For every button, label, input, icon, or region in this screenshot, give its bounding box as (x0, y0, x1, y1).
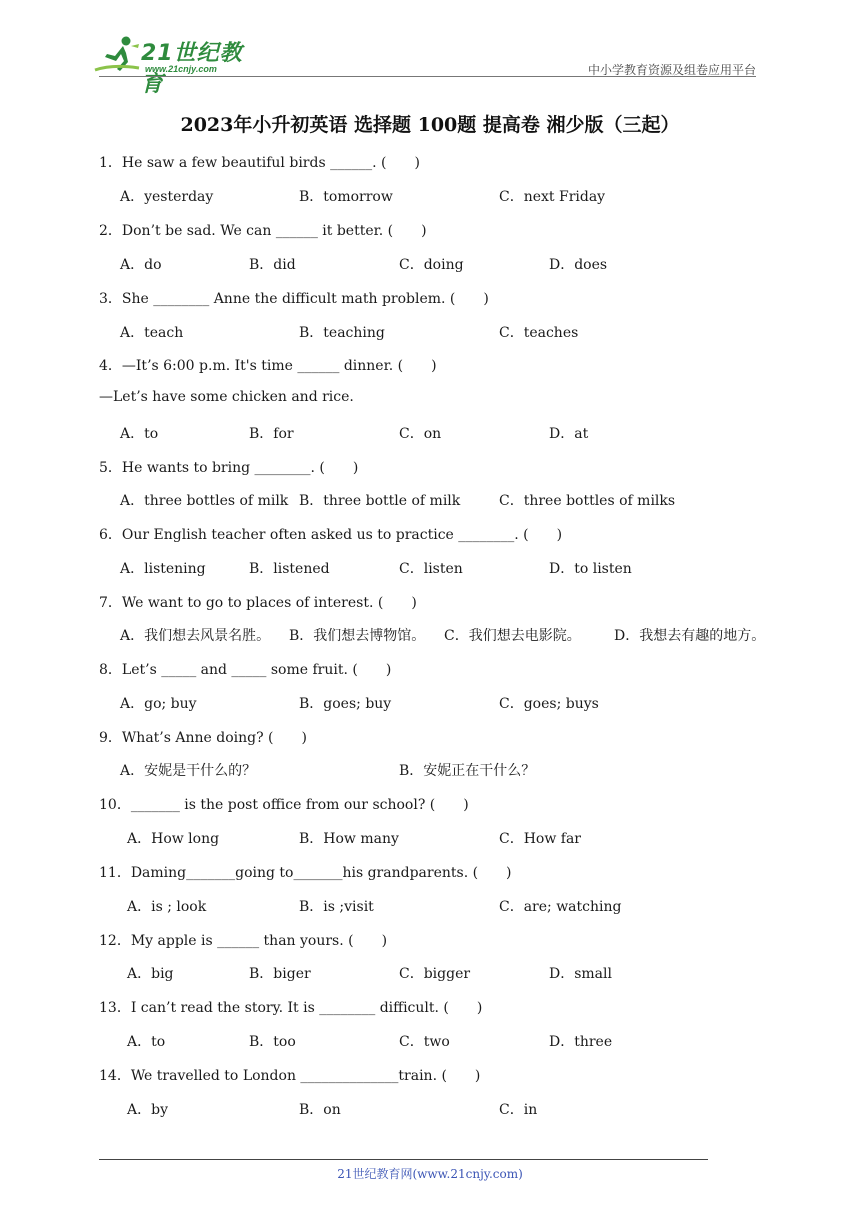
question-5-option-c[interactable]: C．three bottles of milks (499, 493, 676, 509)
question-14-option-b[interactable]: B．on (299, 1102, 341, 1118)
question-11-option-c[interactable]: C．are; watching (499, 899, 622, 915)
question-12-stem: 12．My apple is ______ than yours. ( ) (99, 933, 388, 949)
question-2-option-b[interactable]: B．did (249, 257, 296, 273)
question-1-stem: 1．He saw a few beautiful birds ______. ( ) (99, 155, 420, 171)
question-4-option-a[interactable]: A．to (120, 426, 159, 442)
logo-url-text: www.21cnjy.com (145, 64, 217, 74)
question-3-option-a[interactable]: A．teach (120, 325, 184, 341)
question-13-option-c[interactable]: C．two (399, 1034, 450, 1050)
question-12-option-d[interactable]: D．small (549, 966, 612, 982)
question-9-option-a[interactable]: A．安妮是干什么的？ (120, 763, 257, 779)
question-10-option-c[interactable]: C．How far (499, 831, 582, 847)
question-4-stem: 4．—It’s 6:00 p.m. It's time ______ dinner. ( ) (99, 358, 437, 374)
question-1-option-c[interactable]: C．next Friday (499, 189, 606, 205)
question-9-option-b[interactable]: B．安妮正在干什么？ (399, 763, 536, 779)
question-13-stem: 13．I can’t read the story. It is ________ difficult. ( ) (99, 1000, 483, 1016)
question-11-option-b[interactable]: B．is ;visit (299, 899, 374, 915)
question-8-option-b[interactable]: B．goes; buy (299, 696, 392, 712)
question-2-option-a[interactable]: A．do (120, 257, 162, 273)
page-header (0, 0, 860, 97)
question-2-stem: 2．Don’t be sad. We can ______ it better. ( ) (99, 223, 427, 239)
site-logo[interactable] (93, 34, 263, 97)
question-10-option-a[interactable]: A．How long (127, 831, 220, 847)
question-8-option-c[interactable]: C．goes; buys (499, 696, 599, 712)
logo-brand-text: 21世纪教育 (141, 41, 243, 97)
question-14-option-c[interactable]: C．in (499, 1102, 538, 1118)
question-8-stem: 8．Let’s _____ and _____ some fruit. ( ) (99, 662, 392, 678)
question-6-option-d[interactable]: D．to listen (549, 561, 632, 577)
question-14-option-a[interactable]: A．by (127, 1102, 168, 1118)
question-12-option-b[interactable]: B．biger (249, 966, 311, 982)
question-11-option-a[interactable]: A．is ; look (127, 899, 207, 915)
question-10-stem: 10．_______ is the post office from our school? ( ) (99, 797, 469, 813)
question-12-option-c[interactable]: C．bigger (399, 966, 471, 982)
question-1-option-b[interactable]: B．tomorrow (299, 189, 393, 205)
question-7-stem: 7．We want to go to places of interest. ( ) (99, 595, 417, 611)
header-divider (99, 76, 756, 77)
question-10-option-b[interactable]: B．How many (299, 831, 399, 847)
question-3-option-b[interactable]: B．teaching (299, 325, 385, 341)
question-14-stem: 14．We travelled to London ______________train. ( ) (99, 1068, 481, 1084)
question-13-option-d[interactable]: D．three (549, 1034, 613, 1050)
runner-logo-icon (93, 34, 143, 76)
question-2-option-d[interactable]: D．does (549, 257, 608, 273)
footer-divider (99, 1159, 708, 1160)
question-6-stem: 6．Our English teacher often asked us to practice ________. ( ) (99, 527, 563, 543)
question-7-option-b[interactable]: B．我们想去博物馆。 (289, 628, 426, 644)
question-7-option-d[interactable]: D．我想去有趣的地方。 (614, 628, 766, 644)
question-3-stem: 3．She ________ Anne the difficult math problem. ( ) (99, 291, 489, 307)
question-5-option-a[interactable]: A．three bottles of milk (120, 493, 289, 509)
question-5-option-b[interactable]: B．three bottle of milk (299, 493, 461, 509)
question-9-stem: 9．What’s Anne doing? ( ) (99, 730, 307, 746)
page-title: 2023年小升初英语 选择题 100题 提高卷 湘少版（三起） (180, 114, 680, 136)
question-4-stem-line-2: —Let’s have some chicken and rice. (99, 389, 354, 405)
header-tagline: 中小学教育资源及组卷应用平台 (587, 63, 756, 77)
question-7-option-c[interactable]: C．我们想去电影院。 (444, 628, 581, 644)
question-6-option-a[interactable]: A．listening (120, 561, 206, 577)
question-7-option-a[interactable]: A．我们想去风景名胜。 (120, 628, 271, 644)
question-2-option-c[interactable]: C．doing (399, 257, 464, 273)
question-6-option-b[interactable]: B．listened (249, 561, 330, 577)
question-1-option-a[interactable]: A．yesterday (120, 189, 214, 205)
question-3-option-c[interactable]: C．teaches (499, 325, 579, 341)
footer-link[interactable]: 21世纪教育网(www.21cnjy.com) (337, 1167, 523, 1181)
question-11-stem: 11．Daming_______going to_______his grandparents. ( ) (99, 865, 512, 881)
question-12-option-a[interactable]: A．big (127, 966, 174, 982)
question-13-option-a[interactable]: A．to (127, 1034, 166, 1050)
question-4-option-d[interactable]: D．at (549, 426, 589, 442)
question-8-option-a[interactable]: A．go; buy (120, 696, 197, 712)
question-4-option-c[interactable]: C．on (399, 426, 442, 442)
question-5-stem: 5．He wants to bring ________. ( ) (99, 460, 359, 476)
question-4-option-b[interactable]: B．for (249, 426, 294, 442)
question-13-option-b[interactable]: B．too (249, 1034, 296, 1050)
question-6-option-c[interactable]: C．listen (399, 561, 463, 577)
